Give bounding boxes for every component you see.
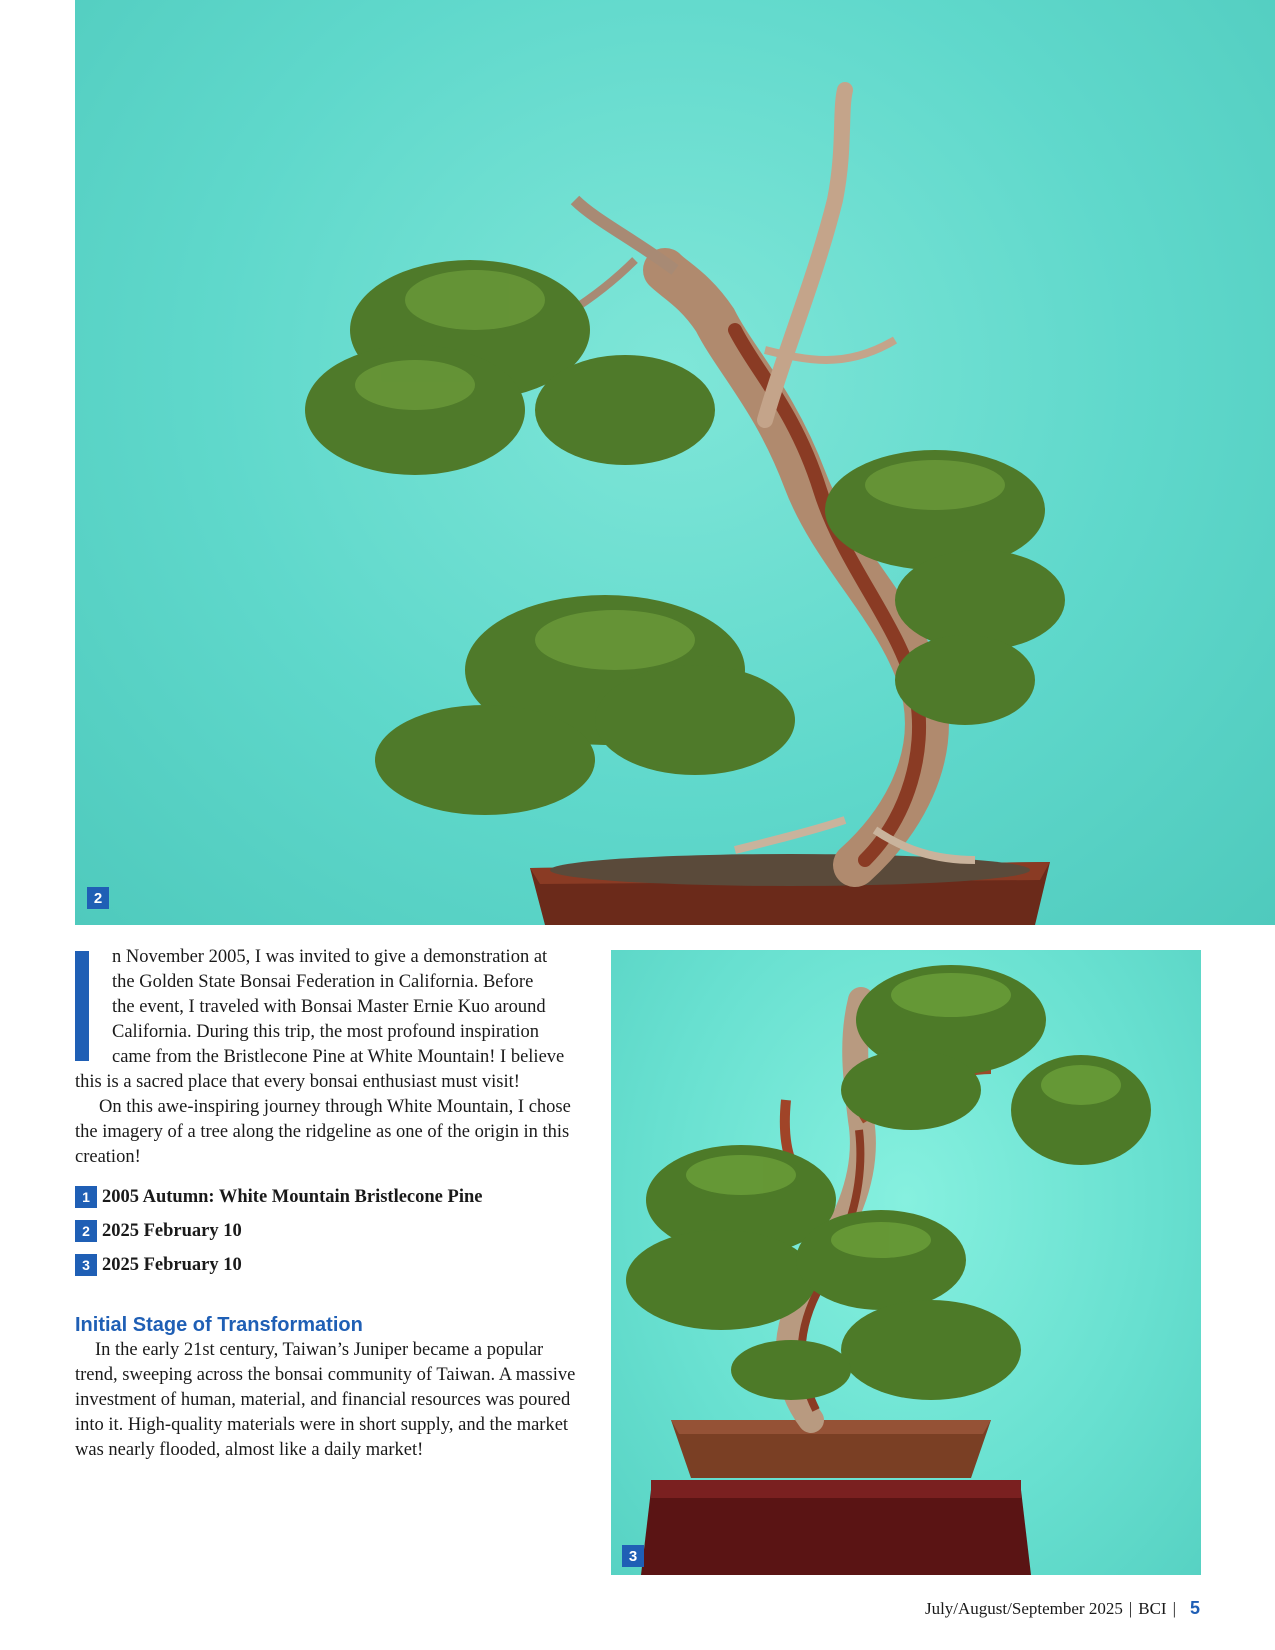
- caption-item: [75, 1180, 587, 1214]
- intro-tail: this is a sacred place that every bonsai enthusiast must visit!: [75, 1072, 520, 1092]
- bonsai-photo-figure-2: [75, 0, 1275, 925]
- bonsai-illustration: [75, 0, 1275, 925]
- bonsai-illustration: [611, 950, 1201, 1575]
- intro-line: n November 2005, I was invited to give a demonstration at: [112, 947, 548, 967]
- drop-cap-i: [75, 951, 89, 1061]
- intro-line: the event, I traveled with Bonsai Master Ernie Kuo around: [112, 997, 546, 1017]
- caption-number: 3: [75, 1254, 97, 1276]
- figure-badge-3: 3: [622, 1545, 644, 1567]
- caption-text: 2005 Autumn: White Mountain Bristlecone Pine: [102, 1186, 483, 1207]
- figure-caption-list: [75, 1180, 587, 1282]
- caption-number: 1: [75, 1186, 97, 1208]
- intro-line: came from the Bristlecone Pine at White Mountain! I believe: [112, 1047, 565, 1067]
- caption-text: 2025 February 10: [102, 1254, 242, 1275]
- page-number: 5: [1189, 1598, 1200, 1618]
- caption-text: 2025 February 10: [102, 1220, 242, 1241]
- magazine-name: BCI: [1138, 1599, 1167, 1618]
- section-heading: Initial Stage of Transformation: [75, 1314, 363, 1336]
- caption-item: [75, 1248, 587, 1282]
- footer-separator: |: [1128, 1599, 1133, 1618]
- figure-badge-2: 2: [87, 887, 109, 909]
- article-body: [75, 945, 587, 1463]
- footer-separator: |: [1172, 1599, 1176, 1618]
- issue-date: July/August/September 2025: [924, 1599, 1123, 1618]
- page-footer: [925, 1598, 1200, 1619]
- intro-line: the Golden State Bonsai Federation in California. Before: [112, 972, 534, 992]
- section-paragraph: In the early 21st century, Taiwan’s Juniper became a popular trend, sweeping across the bonsai community of Taiwan. A massive investment of human, material, and financial resources was poured into it. High-quality materials were in short supply, and the market was nearly flooded, almost like a daily market!: [75, 1340, 576, 1460]
- intro-paragraph: [75, 945, 587, 1095]
- caption-number: 2: [75, 1220, 97, 1242]
- bonsai-photo-figure-3: [611, 950, 1201, 1575]
- intro-line: California. During this trip, the most profound inspiration: [112, 1022, 539, 1042]
- caption-item: [75, 1214, 587, 1248]
- paragraph-2: On this awe-inspiring journey through White Mountain, I chose the imagery of a tree along the ridgeline as one of the origin in this creation!: [75, 1097, 571, 1167]
